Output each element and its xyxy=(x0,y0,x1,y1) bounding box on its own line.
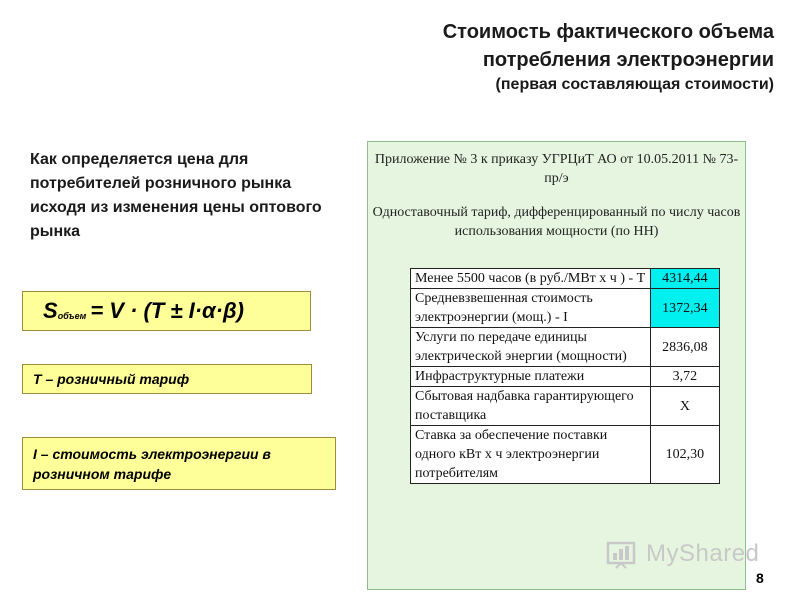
tariff-row-name: Ставка за обеспечение поставки одного кВт х ч электроэнергии потребителям xyxy=(411,426,651,484)
tariff-row xyxy=(411,367,720,387)
tariff-row-name: Сбытовая надбавка гарантирующего поставщика xyxy=(411,387,651,426)
tariff-row xyxy=(411,289,720,328)
myshared-logo-icon xyxy=(606,539,640,569)
tariff-row-value: 2836,08 xyxy=(650,328,719,367)
formula-symbol: S xyxy=(43,298,58,323)
tariff-row-value: 4314,44 xyxy=(650,269,719,289)
i-definition-text: I – стоимость электроэнергии в розничном тарифе xyxy=(33,446,271,482)
formula-subscript: объем xyxy=(57,311,87,321)
tariff-row-value: 1372,34 xyxy=(650,289,719,328)
tariff-row-value: 3,72 xyxy=(650,367,719,387)
formula-box xyxy=(22,291,311,331)
tariff-description: Одноставочный тариф, дифференцированный по числу часов использования мощности (по НН) xyxy=(372,205,741,239)
tariff-row xyxy=(411,269,720,289)
tariff-panel xyxy=(367,141,746,590)
tariff-row-value: Х xyxy=(650,387,719,426)
slide-subtitle: (первая составляющая стоимости) xyxy=(495,76,774,93)
formula-expression: = V · (T ± I·α·β) xyxy=(90,298,244,323)
page-number: 8 xyxy=(756,570,764,586)
order-reference: Приложение № 3 к приказу УГРЦиТ АО от 10.05.2011 № 73-пр/э xyxy=(374,152,739,186)
tariff-row xyxy=(411,426,720,484)
t-definition-box xyxy=(22,364,312,394)
tariff-row-name: Менее 5500 часов (в руб./МВт х ч ) - Т xyxy=(411,269,651,289)
tariff-row-name: Инфраструктурные платежи xyxy=(411,367,651,387)
tariff-table xyxy=(410,268,720,484)
question-text: Как определяется цена для потребителей розничного рынка исходя из изменения цены оптового рынка xyxy=(30,151,322,240)
myshared-watermark xyxy=(606,534,766,574)
i-definition-box xyxy=(22,437,336,490)
tariff-row-value: 102,30 xyxy=(650,426,719,484)
t-definition-text: Т – розничный тариф xyxy=(33,371,190,387)
watermark-text: MyShared xyxy=(646,540,760,567)
tariff-row xyxy=(411,328,720,367)
tariff-row xyxy=(411,387,720,426)
tariff-row-name: Средневзвешенная стоимость электроэнергии (мощ.) - I xyxy=(411,289,651,328)
tariff-row-name: Услуги по передаче единицы электрической энергии (мощности) xyxy=(411,328,651,367)
slide-title: Стоимость фактического объема потребления электроэнергии xyxy=(442,21,774,71)
